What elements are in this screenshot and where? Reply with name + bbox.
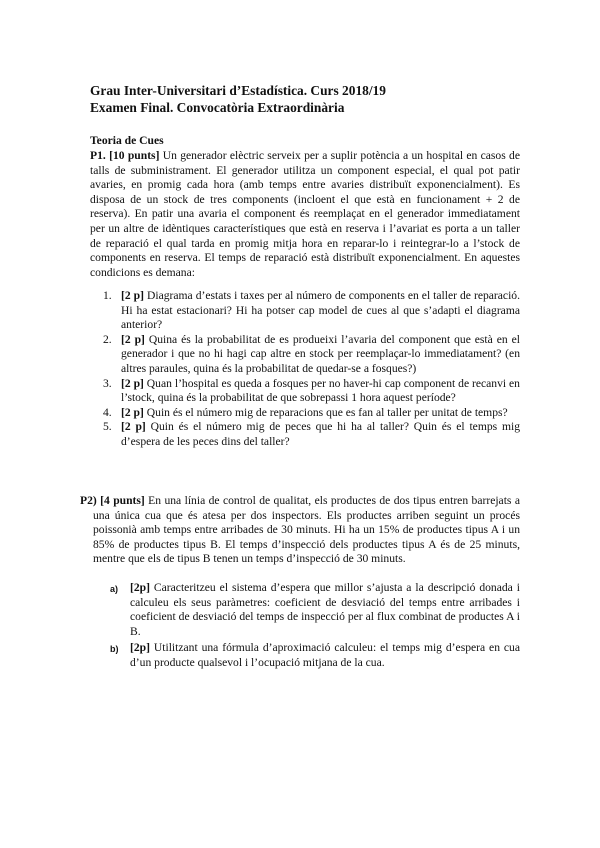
list-item — [103, 406, 520, 421]
section-title: Teoria de Cues — [90, 134, 164, 147]
list-item — [103, 333, 520, 377]
list-item — [103, 420, 520, 449]
exam-session: Examen Final. Convocatòria Extraordinària — [90, 100, 345, 115]
item-number: 4. — [103, 405, 112, 419]
item-text: Quin és el número mig de peces que hi ha al taller? Quin és el temps mig d’espera de les peces dins del taller? — [121, 420, 520, 448]
problem-1-label: P1. [10 punts] — [90, 149, 160, 162]
problem-1 — [90, 149, 520, 280]
problem-2-items — [110, 581, 520, 671]
list-item — [103, 289, 520, 333]
item-points: [2p] — [130, 641, 150, 655]
problem-2-label: P2) [4 punts] — [80, 494, 145, 507]
problem-1-items — [103, 289, 520, 450]
item-text: Utilitzant una fórmula d’aproximació calculeu: el temps mig d’espera en cua d’un producte qualsevol i l’ocupació mitjana de la cua. — [130, 641, 520, 669]
item-text: Diagrama d’estats i taxes per al número de components en el taller de reparació. Hi ha estat estacionari? Hi ha potser cap model de cues al que s’adapti el diagrama anterior? — [121, 289, 520, 332]
item-points: [2 p] — [121, 376, 144, 390]
item-points: [2 p] — [121, 289, 144, 302]
problem-2 — [80, 494, 520, 567]
item-text: Quina és la probabilitat de es produeixi l’avaria del component que està en el generador i que no hi hagi cap altre en stock per reemplaçar-lo immediatament? (en altres paraules, quina és la probabilitat de quedar-se a fosques?) — [121, 332, 520, 375]
item-number: 2. — [103, 332, 112, 346]
course-title: Grau Inter-Universitari d’Estadística. Curs 2018/19 — [90, 83, 386, 98]
problem-1-text: Un generador elèctric serveix per a suplir potència a un hospital en casos de talls de subministrament. El generador utilitza un component especial, el qual pot patir avaries, en promig cada hora (amb temps entre avaries distribuït exponencialment). Es disposa de un stock de tres components (incloent el que està en funcionament + 2 de reserva). En patir una avaria el component és reemplaçat en el generador immediatament per un altre de idèntiques característiques que està en reserva i l’avariat es porta a un taller de reparació el qual tarda en promig mitja hora en reparar-lo i reintegrar-lo a l’stock de components en reserva. El temps de reparació està distribuït exponencialment. En aquestes condicions es demana: — [90, 149, 520, 279]
item-text: Quan l’hospital es queda a fosques per no haver-hi cap component de recanvi en l’stock, quina és la probabilitat de que sobrepassi 1 hora aquest període? — [121, 376, 520, 405]
problem-2-text: En una línia de control de qualitat, els productes de dos tipus entren barrejats a una única cua que és atesa per dos inspectors. Els productes arriben seguint un procés poissonià amb temps entre arribades de 30 minuts. Hi ha un 15% de productes tipus A i un 85% de productes tipus B. El temps d’inspecció dels productes tipus A és de 25 minuts, mentre que els de tipus B tenen un temps d’inspecció de 30 minuts. — [93, 494, 520, 566]
item-number: 5. — [103, 420, 112, 434]
list-item — [110, 641, 520, 670]
item-points: [2 p] — [121, 420, 146, 434]
list-item — [103, 377, 520, 406]
item-letter: b) — [110, 644, 119, 655]
item-text: Caracteritzeu el sistema d’espera que millor s’ajusta a la descripció donada i calculeu els seus paràmetres: coeficient de desviació del temps entre arribades i coeficient de desviació del temps de inspecció per al flux combinat de productes A i B. — [130, 581, 520, 638]
item-points: [2 p] — [121, 332, 145, 346]
item-number: 3. — [103, 376, 112, 390]
item-number: 1. — [103, 289, 112, 302]
item-points: [2p] — [130, 581, 150, 594]
list-item — [110, 581, 520, 639]
problem-2-statement — [80, 494, 520, 567]
item-points: [2 p] — [121, 405, 144, 419]
item-letter: a) — [110, 584, 119, 594]
exam-title — [90, 82, 530, 116]
item-text: Quin és el número mig de reparacions que es fan al taller per unitat de temps? — [143, 405, 508, 419]
